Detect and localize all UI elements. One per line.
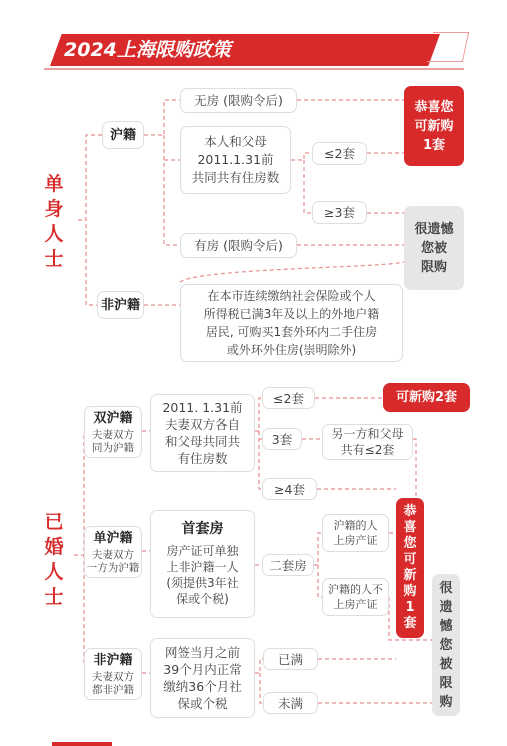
married-shuang-desc: 2011. 1.31前 夫妻双方各自 和父母共同共 有住房数 bbox=[150, 394, 255, 472]
married-extra-condition: 另一方和父母 共有≤2套 bbox=[322, 424, 413, 460]
married-result-can-buy: 恭 喜 您 可 新 购 1 套 bbox=[396, 498, 424, 638]
married-huji-on-deed: 沪籍的人 上房产证 bbox=[322, 514, 389, 552]
single-huji-node: 沪籍 bbox=[102, 121, 144, 149]
married-fei-desc: 网签当月之前 39个月内正常 缴纳36个月社 保或个税 bbox=[150, 638, 255, 718]
title-decoration bbox=[427, 32, 469, 62]
married-huji-off-deed: 沪籍的人不 上房产证 bbox=[322, 578, 389, 616]
single-parents-house-node: 本人和父母 2011.1.31前 共同共有住房数 bbox=[180, 126, 291, 194]
title-underline bbox=[44, 68, 464, 70]
married-result-two: 可新购2套 bbox=[383, 383, 470, 412]
married-le2-node: ≤2套 bbox=[262, 387, 315, 409]
page-title: 2024上海限购政策 bbox=[64, 39, 231, 61]
married-not-full-node: 未满 bbox=[263, 692, 318, 714]
single-le2-node: ≤2套 bbox=[312, 142, 367, 165]
single-no-house-node: 无房 (限购令后) bbox=[180, 88, 297, 113]
married-full-node: 已满 bbox=[263, 648, 318, 670]
married-ge4-node: ≥4套 bbox=[262, 478, 317, 500]
married-fei-node: 非沪籍 夫妻双方 都非沪籍 bbox=[84, 648, 142, 700]
married-result-restricted: 很 遗 憾 您 被 限 购 bbox=[432, 574, 460, 716]
section-label-married: 已 婚 人 士 bbox=[44, 511, 64, 608]
single-feihuji-desc: 在本市连续缴纳社会保险或个人 所得税已满3年及以上的外地户籍 居民, 可购买1套外环内二手住房 或外环外住房(崇明除外) bbox=[180, 284, 403, 362]
married-3-node: 3套 bbox=[262, 428, 302, 450]
married-shuang-node: 双沪籍 夫妻双方 同为沪籍 bbox=[84, 406, 142, 458]
married-second-house-node: 二套房 bbox=[262, 554, 314, 576]
single-result-restricted: 很遗憾 您被 限购 bbox=[404, 206, 464, 290]
single-result-can-buy: 恭喜您 可新购 1套 bbox=[404, 86, 464, 166]
married-dan-desc: 首套房 房产证可单独 上非沪籍一人 (须提供3年社 保或个税) bbox=[150, 510, 255, 618]
single-has-house-node: 有房 (限购令后) bbox=[180, 233, 297, 258]
single-feihuji-node: 非沪籍 bbox=[97, 291, 144, 319]
married-dan-node: 单沪籍 夫妻双方 一方为沪籍 bbox=[84, 526, 142, 578]
section-label-single: 单 身 人 士 bbox=[44, 173, 64, 270]
single-ge3-node: ≥3套 bbox=[312, 201, 367, 224]
bottom-tab-marker bbox=[52, 742, 112, 746]
